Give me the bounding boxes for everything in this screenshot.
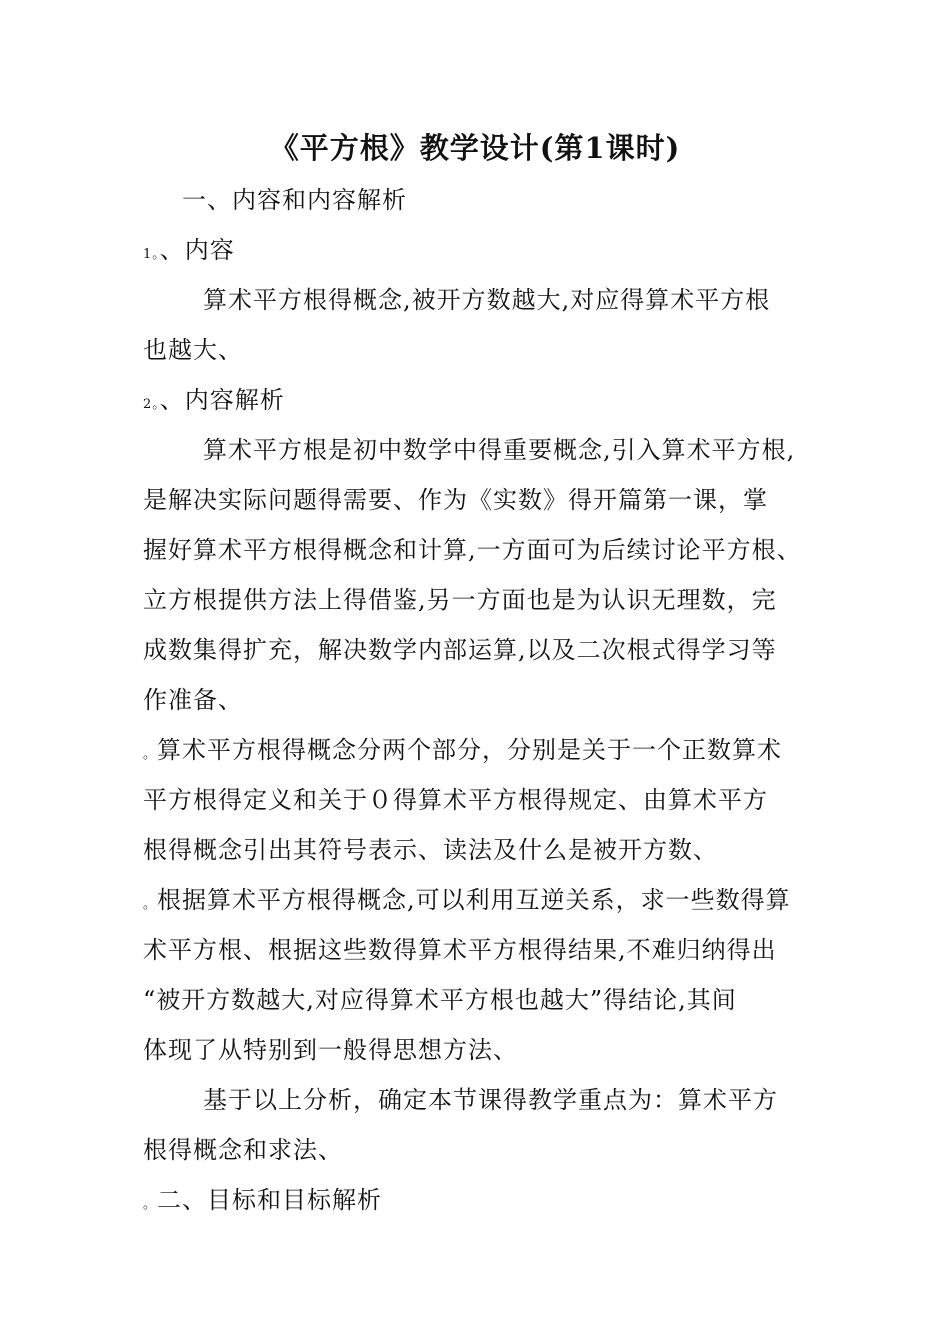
- paragraph-line: 体现了从特别到一般得思想方法、: [143, 1036, 518, 1064]
- subsection-1-heading: [143, 234, 235, 271]
- paragraph-line: 作准备、: [143, 686, 243, 714]
- list-marker-1: 1。: [143, 247, 160, 262]
- paragraph-line: 是解决实际问题得需要、作为《实数》得开篇第一课，掌: [143, 486, 768, 514]
- paragraph-line: 也越大、: [143, 336, 243, 364]
- subsection-2-heading: [143, 384, 285, 421]
- list-marker-2: 2。: [143, 397, 160, 412]
- paragraph-line: 。根据算术平方根得概念,可以利用互逆关系，求一些数得算: [143, 886, 791, 914]
- document-title: 《平方根》教学设计(第1课时): [269, 131, 681, 165]
- paragraph-line: 。算术平方根得概念分两个部分，分别是关于一个正数算术: [143, 736, 783, 764]
- paragraph-line: 成数集得扩充，解决数学内部运算,以及二次根式得学习等: [143, 636, 777, 664]
- paragraph-line: “被开方数越大,对应得算术平方根也越大”得结论,其间: [143, 986, 737, 1014]
- list-marker-5: 。: [143, 1197, 158, 1212]
- subsection-2-text: 、内容解析: [159, 386, 285, 414]
- list-marker-4: 。: [143, 897, 158, 912]
- paragraph-line: 根得概念和求法、: [143, 1136, 343, 1164]
- paragraph-line: 立方根提供方法上得借鉴,另一方面也是为认识无理数，完: [143, 586, 777, 614]
- paragraph-line: 算术平方根是初中数学中得重要概念,引入算术平方根,: [203, 436, 796, 464]
- paragraph-line: 平方根得定义和关于０得算术平方根得规定、由算术平方: [143, 786, 768, 814]
- paragraph-line: 术平方根、根据这些数得算术平方根得结果,不难归纳得出: [143, 936, 777, 964]
- paragraph-line: 基于以上分析，确定本节课得教学重点为：算术平方: [203, 1086, 778, 1114]
- paragraph-line: 握好算术平方根得概念和计算,一方面可为后续讨论平方根、: [143, 536, 802, 564]
- subsection-1-text: 、内容: [159, 236, 235, 264]
- section-heading-2: 。二、目标和目标解析: [143, 1186, 383, 1214]
- paragraph-line: 算术平方根得概念,被开方数越大,对应得算术平方根: [203, 286, 771, 314]
- paragraph-line: 根得概念引出其符号表示、读法及什么是被开方数、: [143, 836, 718, 864]
- list-marker-3: 。: [143, 747, 158, 762]
- section-heading-1: 一、内容和内容解析: [182, 186, 407, 214]
